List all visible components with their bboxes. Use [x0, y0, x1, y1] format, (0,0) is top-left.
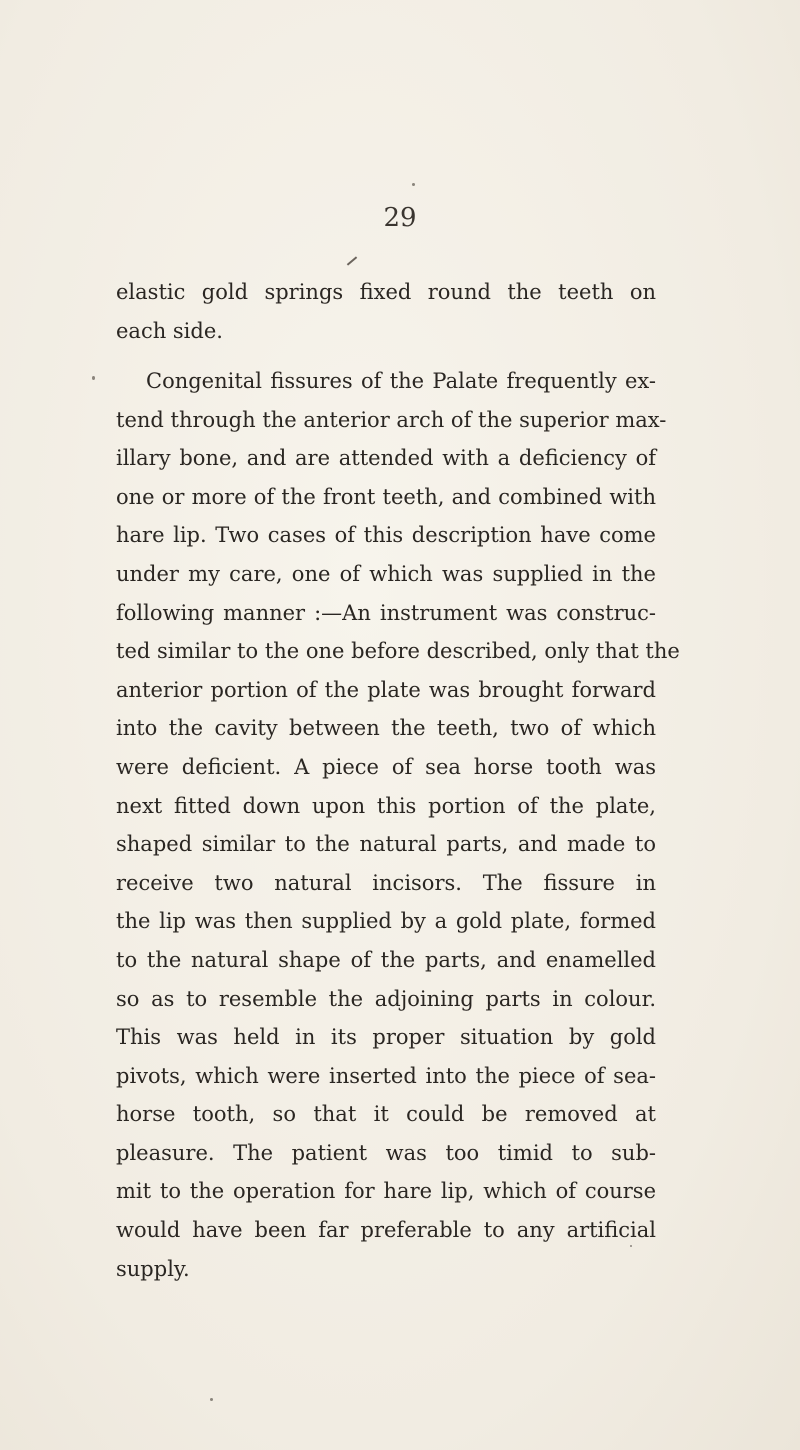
text-line: following manner :—An instrument was construc-: [116, 600, 656, 625]
text-line: supply.: [116, 1256, 190, 1281]
text-line: under my care, one of which was supplied in the: [116, 561, 656, 586]
paper-speck: [92, 376, 95, 380]
text-line: pleasure. The patient was too timid to sub-: [116, 1140, 656, 1165]
text-line: to the natural shape of the parts, and enamelled: [116, 947, 656, 972]
paragraph-2: [116, 362, 680, 1288]
paper-speck: [412, 183, 415, 186]
text-line: into the cavity between the teeth, two of which: [116, 716, 656, 741]
text-line: hare lip. Two cases of this description have come: [116, 523, 656, 548]
text-line: anterior portion of the plate was brought forward: [116, 677, 656, 702]
text-line: would have been far preferable to any artificial: [116, 1218, 656, 1243]
text-line: elastic gold springs fixed round the teeth on: [116, 280, 656, 304]
text-line: tend through the anterior arch of the superior max-: [116, 407, 667, 432]
page-number: 29: [383, 203, 417, 233]
text-line: shaped similar to the natural parts, and made to: [116, 832, 656, 857]
text-line: mit to the operation for hare lip, which of course: [116, 1179, 656, 1204]
text-line: pivots, which were inserted into the piece of sea-: [116, 1063, 656, 1088]
paragraph-1: [116, 273, 656, 350]
text-line: so as to resemble the adjoining parts in colour.: [116, 986, 656, 1011]
text-line: ted similar to the one before described, only that the: [116, 639, 680, 664]
text-line: This was held in its proper situation by gold: [116, 1025, 656, 1050]
paper-speck: [210, 1398, 213, 1401]
text-line: were deficient. A piece of sea horse tooth was: [116, 754, 656, 779]
text-line: next fitted down upon this portion of the plate,: [116, 793, 656, 818]
text-line: horse tooth, so that it could be removed at: [116, 1102, 656, 1127]
text-line: one or more of the front teeth, and combined with: [116, 484, 656, 509]
text-line: Congenital fissures of the Palate frequently ex-: [146, 369, 656, 393]
ink-mark: [347, 256, 357, 265]
text-line: receive two natural incisors. The fissure in: [116, 870, 656, 895]
paper-speck: [630, 1245, 632, 1247]
text-line: illary bone, and are attended with a deficiency of: [116, 446, 656, 471]
text-line: the lip was then supplied by a gold plate, formed: [116, 909, 656, 934]
text-line: each side.: [116, 318, 223, 343]
